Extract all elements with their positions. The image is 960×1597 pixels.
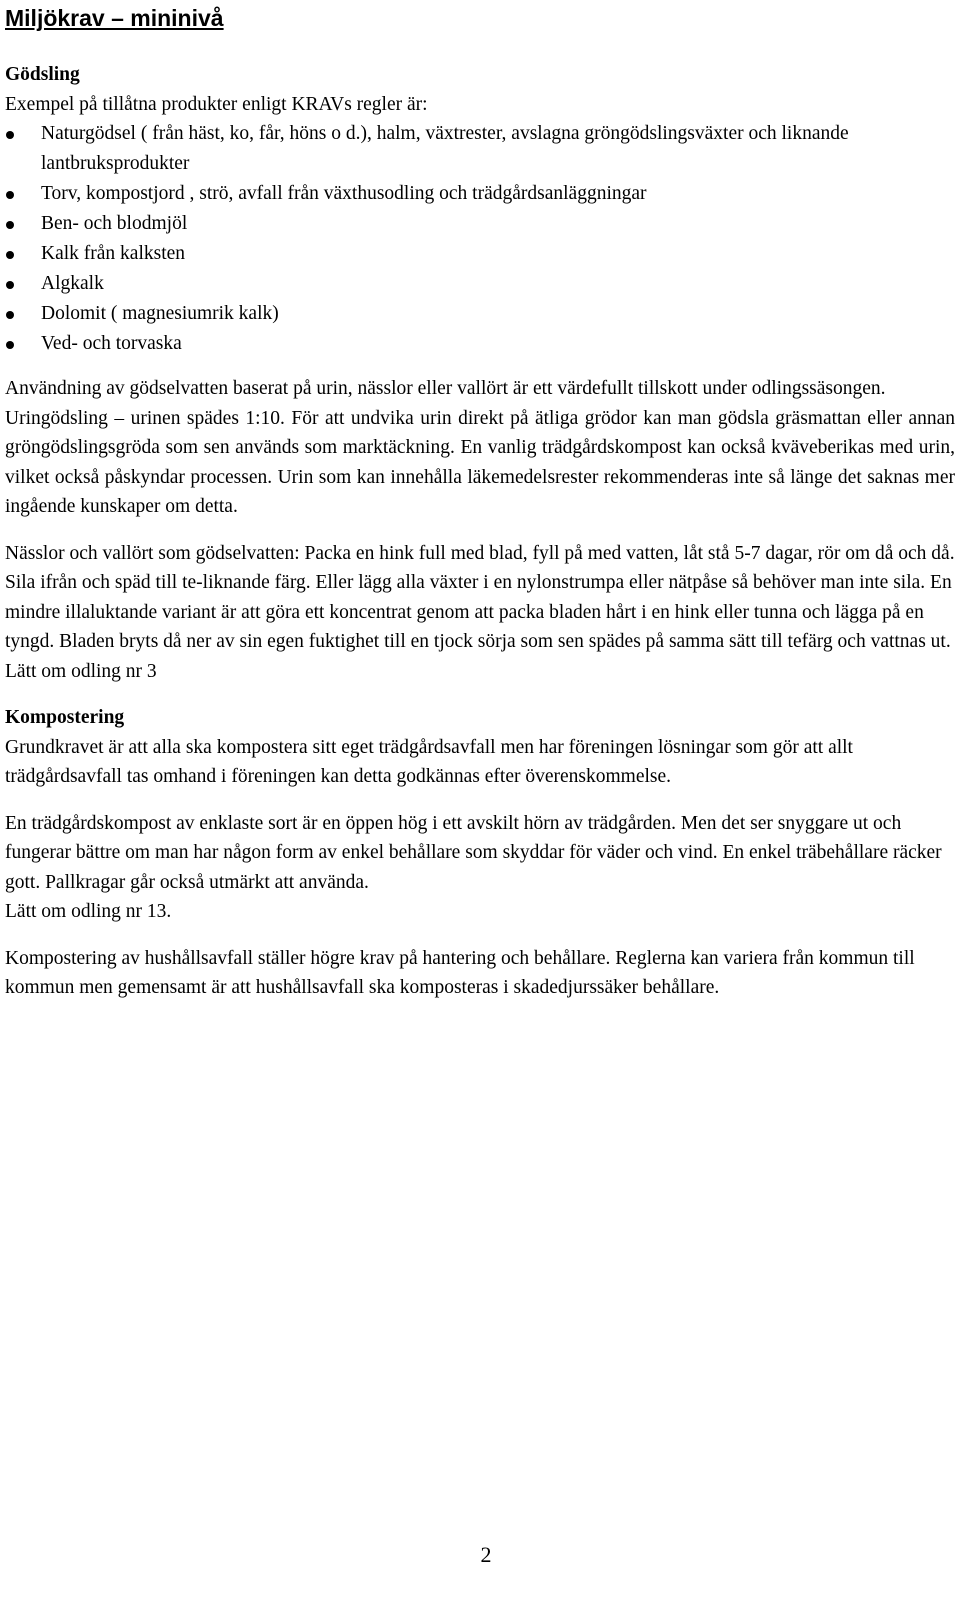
- paragraph-nasslor: Nässlor och vallört som gödselvatten: Packa en hink full med blad, fyll på med vatten, låt stå 5-7 dagar, rör om då och då. Sila ifrån och späd till te-liknande färg. Eller lägg alla växter i en nylonstrumpa eller nätpåse så behöver man inte sila. En mindre illaluktande variant är att göra ett koncentrat genom att packa bladen hårt i en hink eller tunna och lägga på en tyngd. Bladen bryts då ner av sin egen fuktighet till en tjock sörja som sen spädes på samma sätt till tefärg och vattnas ut.: [5, 542, 955, 652]
- reference-kompostering: Lätt om odling nr 13.: [5, 901, 172, 922]
- list-item: [5, 299, 955, 329]
- list-item: [5, 269, 955, 299]
- list-item-text: Torv, kompostjord , strö, avfall från växthusodling och trädgårdsanläggningar: [41, 183, 647, 204]
- page-title: Miljökrav – mininivå: [5, 5, 224, 31]
- allowed-products-list: [5, 119, 955, 359]
- paragraph-kompost-3: Kompostering av hushållsavfall ställer högre krav på hantering och behållare. Reglerna kan variera från kommun till kommun men gemensamt är att hushållsavfall ska komposteras i skadedjurssäker behållare.: [5, 947, 915, 998]
- paragraph-kompost-2: En trädgårdskompost av enklaste sort är en öppen hög i ett avskilt hörn av trädgården. Men det ser snyggare ut och fungerar bättre om man har någon form av enkel behållare som skyddar för väder och vind. En enkel träbehållare räcker gott. Pallkragar går också utmärkt att använda.: [5, 812, 942, 893]
- document-page: [5, 0, 955, 1003]
- list-item: [5, 329, 955, 359]
- list-item-text: Algkalk: [41, 273, 104, 294]
- list-item: [5, 179, 955, 209]
- list-item-text: Dolomit ( magnesiumrik kalk): [41, 303, 279, 324]
- list-item-text: Naturgödsel ( från häst, ko, får, höns o d.), halm, växtrester, avslagna gröngödslingsväxter och liknande lantbruksprodukter: [41, 123, 849, 174]
- paragraph-kompost-1: Grundkravet är att alla ska kompostera sitt eget trädgårdsavfall men har föreningen lösningar som gör att allt trädgårdsavfall tas omhand i föreningen kan detta godkännas efter överenskommelse.: [5, 736, 853, 787]
- paragraph-urin: Uringödsling – urinen spädes 1:10. För att undvika urin direkt på ätliga grödor kan man gödsla gräsmattan eller annan gröngödslingsgröda som sen används som marktäckning. En vanlig trädgårdskompost kan också kväveberikas med urin, vilket också påskyndar processen. Urin som kan innehålla läkemedelsrester rekommenderas inte så länge det saknas mer ingående kunskaper om detta.: [5, 407, 955, 517]
- list-item: [5, 239, 955, 269]
- list-item-text: Ved- och torvaska: [41, 333, 182, 354]
- paragraph-usage: Användning av gödselvatten baserat på urin, nässlor eller vallört är ett värdefullt tillskott under odlingssäsongen.: [5, 378, 886, 399]
- godsling-intro: Exempel på tillåtna produkter enligt KRAVs regler är:: [5, 93, 428, 115]
- page-number: 2: [480, 1542, 492, 1567]
- section-heading-godsling: Gödsling: [5, 64, 80, 85]
- reference-godsling: Lätt om odling nr 3: [5, 660, 157, 682]
- section-heading-kompostering: Kompostering: [5, 707, 125, 728]
- list-item-text: Ben- och blodmjöl: [41, 213, 188, 234]
- list-item: [5, 209, 955, 239]
- list-item: [5, 119, 955, 179]
- list-item-text: Kalk från kalksten: [41, 243, 186, 264]
